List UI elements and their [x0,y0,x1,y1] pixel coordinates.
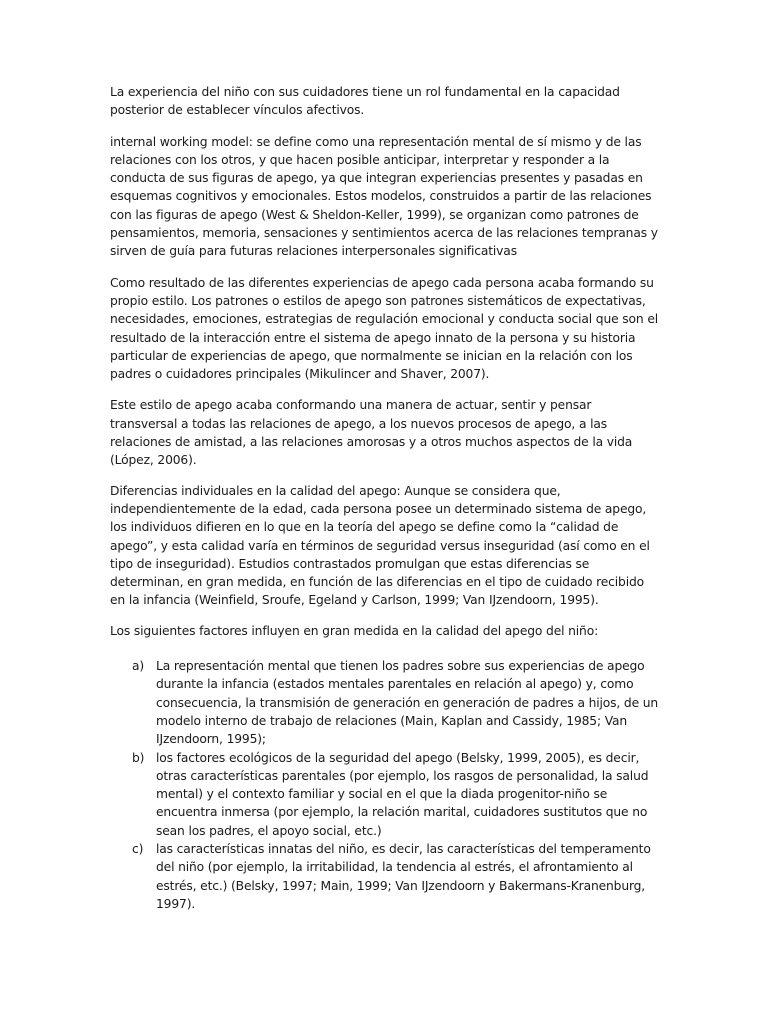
list-marker: a) [132,659,145,674]
document-page [110,83,660,913]
factors-list [110,657,660,913]
paragraph-internal-working-model: internal working model: se define como una representación mental de sí mismo y de las relaciones con los otros, y que hacen posible anticipar, interpretar y responder a la conducta de sus figuras de apego, ya que integran experiencias presentes y pasadas en esquemas cognitivos y emocionales. Estos modelos, construidos a partir de las relaciones con las figuras de apego (West & Sheldon-Keller, 1999), se organizan como patrones de pensamientos, memoria, sensaciones y sentimientos acerca de las relaciones tempranas y sirven de guía para futuras relaciones interpersonales significativas [110,134,658,259]
list-marker: b) [132,750,145,765]
paragraph-intro: La experiencia del niño con sus cuidadores tiene un rol fundamental en la capacidad posterior de establecer vínculos afectivos. [110,85,620,118]
list-item [110,657,660,748]
paragraph-attachment-styles: Como resultado de las diferentes experiencias de apego cada persona acaba formando su propio estilo. Los patrones o estilos de apego son patrones sistemáticos de expectativas, necesidades, emociones, estrategias de regulación emocional y conducta social que son el resultado de la interacción entre el sistema de apego innato de la persona y su historia particular de experiencias de apego, que normalmente se inician en la relación con los padres o cuidadores principales (Mikulincer and Shaver, 2007). [110,275,658,382]
paragraph-factors-intro: Los siguientes factores influyen en gran medida en la calidad del apego del niño: [110,623,599,638]
list-item-text: La representación mental que tienen los padres sobre sus experiencias de apego durante la infancia (estados mentales parentales en relación al apego) y, como consecuencia, la transmisión de generación en generación de padres a hijos, de un modelo interno de trabajo de relaciones (Main, Kaplan and Cassidy, 1985; Van IJzendoorn, 1995); [156,659,659,747]
list-item-text: las características innatas del niño, es decir, las características del temperamento del niño (por ejemplo, la irritabilidad, la tendencia al estrés, el afrontamiento al estrés, etc.) (Belsky, 1997; Main, 1999; Van IJzendoorn y Bakermans-Kranenburg, 1997). [156,841,651,911]
list-item [110,840,660,913]
list-item-text: los factores ecológicos de la seguridad del apego (Belsky, 1999, 2005), es decir, otras características parentales (por ejemplo, los rasgos de personalidad, la salud mental) y el contexto familiar y social en el que la diada progenitor-niño se encuentra inmersa (por ejemplo, la relación marital, cuidadores sustitutos que no sean los padres, el apoyo social, etc.) [156,750,649,838]
list-item [110,749,660,840]
paragraph-style-transversal: Este estilo de apego acaba conformando una manera de actuar, sentir y pensar transversal a todas las relaciones de apego, a los nuevos procesos de apego, a las relaciones de amistad, a las relaciones amorosas y a otros muchos aspectos de la vida (López, 2006). [110,398,633,468]
list-marker: c) [132,841,144,856]
paragraph-individual-differences: Diferencias individuales en la calidad del apego: Aunque se considera que, independientemente de la edad, cada persona posee un determinado sistema de apego, los individuos difieren en lo que en la teoría del apego se define como la “calidad de apego”, y esta calidad varía en términos de seguridad versus inseguridad (así como en el tipo de inseguridad). Estudios contrastados promulgan que estas diferencias se determinan, en gran medida, en función de las diferencias en el tipo de cuidado recibido en la infancia (Weinfield, Sroufe, Egeland y Carlson, 1999; Van IJzendoorn, 1995). [110,483,650,608]
